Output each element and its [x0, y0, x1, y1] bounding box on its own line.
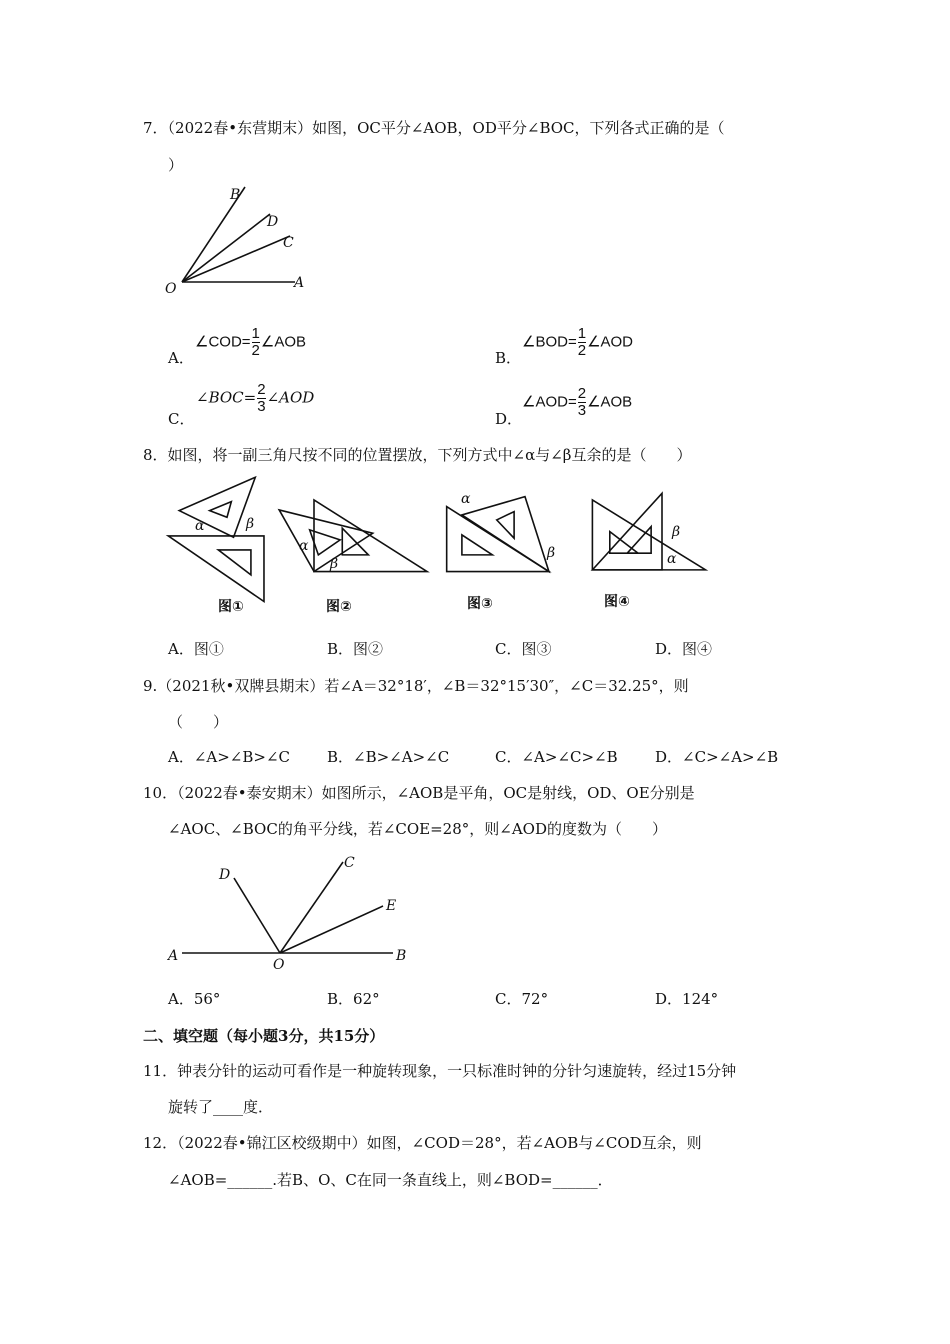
numerator: 1 — [577, 325, 587, 342]
fig1-alpha: α — [195, 518, 205, 534]
q8-option-c[interactable]: C．图③ — [495, 640, 552, 658]
fig4-alpha: α — [667, 551, 677, 567]
q7-option-d-letter: D． — [495, 410, 523, 428]
q10-option-b[interactable]: B．62° — [327, 990, 380, 1008]
q9-option-c[interactable]: C．∠A>∠C>∠B — [495, 748, 618, 766]
q8-figure-3 — [447, 497, 549, 572]
denominator: 3 — [257, 398, 266, 415]
q8-figure-4 — [592, 493, 705, 570]
q8-option-b[interactable]: B．图② — [327, 640, 384, 658]
formula-left: ∠COD= — [195, 333, 251, 351]
q11-blank-line: 旋转了____度． — [168, 1098, 274, 1116]
label-b: B — [396, 948, 407, 964]
label-a: A — [294, 275, 305, 291]
label-b: B — [230, 187, 241, 203]
label-c: C — [344, 855, 355, 871]
q7-option-c-formula — [196, 382, 314, 415]
q10-option-c[interactable]: C．72° — [495, 990, 549, 1008]
section-title: 二、填空题（每小题3分，共15分） — [143, 1027, 385, 1045]
q9-option-d[interactable]: D．∠C>∠A>∠B — [655, 748, 779, 766]
denominator: 2 — [577, 342, 587, 359]
formula-right: ∠AOB — [587, 393, 633, 411]
ray-od — [182, 214, 270, 282]
q10-stem-2: ∠AOC、∠BOC的角平分线，若∠COE=28°，则∠AOD的度数为（ ） — [168, 820, 667, 838]
fig3-alpha: α — [461, 491, 471, 507]
q7-option-a-formula — [195, 326, 306, 359]
q7-option-a-letter: A． — [168, 349, 194, 367]
label-c: C — [283, 235, 294, 251]
q9-stem: 9.（2021秋•双牌县期末）若∠A＝32°18′，∠B＝32°15′30″，∠C＝32.25°，则 — [143, 677, 689, 695]
numerator: 2 — [577, 385, 587, 402]
q10-stem: 10．（2022春•泰安期末）如图所示，∠AOB是平角，OC是射线，OD、OE分别是 — [143, 784, 695, 802]
label-d: D — [219, 867, 231, 883]
formula-left: ∠BOC= — [196, 388, 257, 407]
fraction — [252, 326, 260, 359]
numerator: 1 — [251, 325, 260, 342]
formula-right: ∠AOD — [587, 333, 634, 351]
q8-figures — [168, 477, 705, 601]
fig4-beta: β — [672, 524, 681, 540]
q10-option-a[interactable]: A．56° — [168, 990, 221, 1008]
label-o: O — [165, 281, 177, 297]
formula-right: ∠AOB — [260, 333, 307, 351]
fraction — [257, 382, 265, 415]
fig-label-1: 图① — [218, 599, 244, 615]
q8-figure-1 — [168, 477, 264, 601]
label-e: E — [386, 898, 397, 914]
fig3-beta: β — [547, 545, 556, 561]
q8-option-a[interactable]: A．图① — [168, 640, 224, 658]
fig-label-4: 图④ — [604, 594, 630, 610]
label-o: O — [273, 957, 285, 973]
denominator: 3 — [577, 402, 587, 419]
q8-option-d[interactable]: D．图④ — [655, 640, 713, 658]
numerator: 2 — [257, 381, 266, 398]
q7-stem: 7．（2022春•东营期末）如图，OC平分∠AOB，OD平分∠BOC，下列各式正确的是（ — [143, 119, 725, 137]
q7-option-b-letter: B． — [495, 349, 522, 367]
ray-od — [234, 878, 280, 953]
q7-figure — [165, 187, 304, 297]
fig-label-3: 图③ — [467, 596, 493, 612]
q7-option-d-formula — [522, 386, 632, 419]
formula-right: ∠AOD — [266, 388, 315, 407]
fig2-alpha: α — [299, 538, 309, 554]
label-d: D — [267, 214, 279, 230]
q7-option-b-formula — [522, 326, 633, 359]
q9-option-b[interactable]: B．∠B>∠A>∠C — [327, 748, 450, 766]
q9-stem-paren: （ ） — [168, 713, 229, 731]
q11-stem: 11．钟表分针的运动可看作是一种旋转现象，一只标准时钟的分针匀速旋转，经过15分钟 — [143, 1062, 737, 1080]
denominator: 2 — [251, 342, 260, 359]
q7-option-c-letter: C． — [168, 410, 195, 428]
fig2-beta: β — [330, 556, 339, 572]
formula-left: ∠BOD= — [522, 333, 577, 351]
fraction — [578, 326, 586, 359]
q12-stem: 12．（2022春•锦江区校级期中）如图，∠COD＝28°，若∠AOB与∠COD互余，则 — [143, 1134, 702, 1152]
q9-option-a[interactable]: A．∠A>∠B>∠C — [168, 748, 291, 766]
q8-stem: 8．如图，将一副三角尺按不同的位置摆放，下列方式中∠α与∠β互余的是（ ） — [143, 446, 692, 464]
q10-option-d[interactable]: D．124° — [655, 990, 719, 1008]
q8-figure-2 — [279, 500, 427, 572]
label-a: A — [168, 948, 179, 964]
fig-label-2: 图② — [326, 599, 352, 615]
q12-blank-line: ∠AOB=______.若B、O、C在同一条直线上，则∠BOD=______． — [168, 1171, 613, 1189]
fig1-beta: β — [246, 516, 255, 532]
fraction — [578, 386, 586, 419]
q10-figure — [166, 855, 406, 973]
formula-left: ∠AOD= — [522, 393, 577, 411]
q7-stem-close: ） — [168, 156, 184, 174]
